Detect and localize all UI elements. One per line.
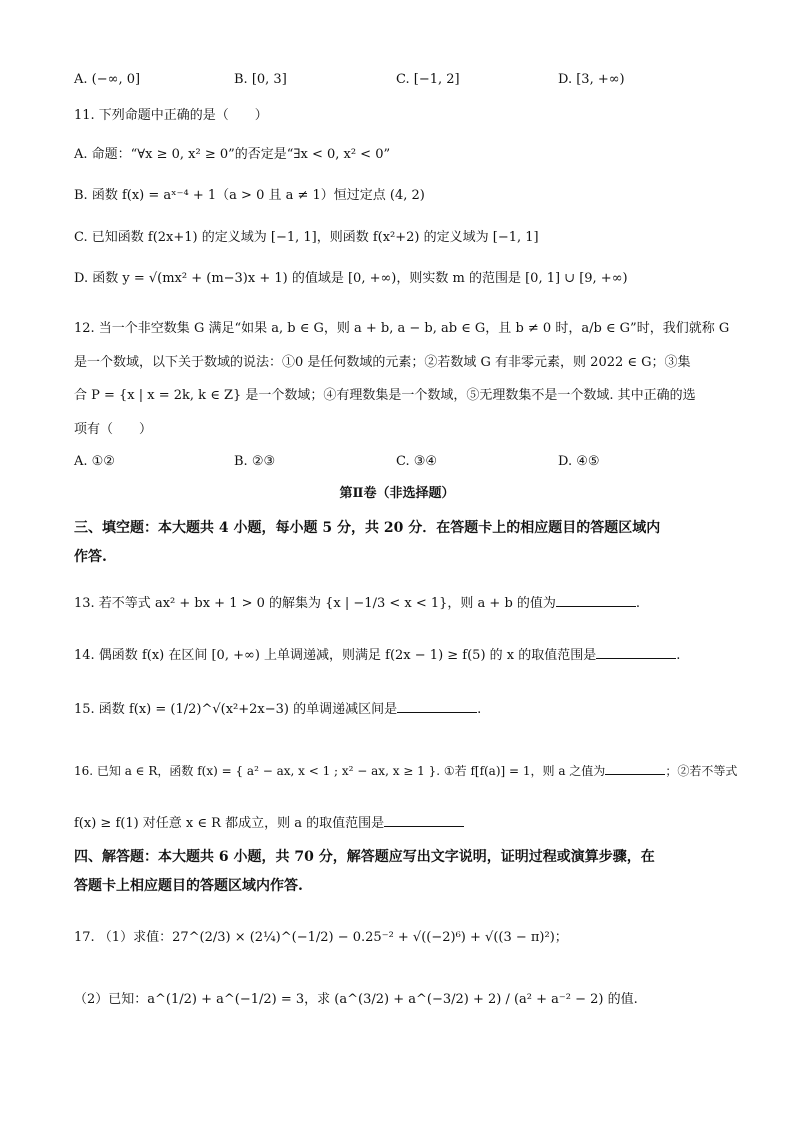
q14-end: .	[676, 648, 681, 663]
q13	[74, 592, 640, 614]
q10-option-d: D. [3, +∞)	[558, 72, 625, 87]
q12-line-3: 合 P = {x | x = 2k, k ∈ Z} 是一个数域；④有理数集是一个数域，⑤无理数集不是一个数域. 其中正确的选	[74, 388, 696, 403]
q12-option-c: C. ③④	[396, 454, 438, 469]
q13-answer-blank	[556, 592, 636, 607]
q12-option-d: D. ④⑤	[558, 454, 600, 469]
q11-option-a: A. 命题：“∀x ≥ 0, x² ≥ 0”的否定是“∃x < 0, x² < 0”	[74, 147, 391, 162]
q15	[74, 698, 481, 720]
q15-end: .	[477, 702, 482, 717]
section-3-heading-line-1: 三、填空题：本大题共 4 小题，每小题 5 分，共 20 分．在答题卡上的相应题目的答题区域内	[74, 520, 661, 536]
q10-option-a: A. (−∞, 0]	[74, 72, 141, 87]
section-4-heading-line-2: 答题卡上相应题目的答题区域内作答.	[74, 878, 303, 894]
q11-stem: 11. 下列命题中正确的是（ ）	[74, 108, 268, 123]
q12-line-4: 项有（ ）	[74, 422, 153, 437]
q15-answer-blank	[397, 698, 477, 713]
q16-line-1	[74, 760, 737, 781]
q11-option-d: D. 函数 y = √(mx² + (m−3)x + 1) 的值域是 [0, +∞)，则实数 m 的范围是 [0, 1] ∪ [9, +∞)	[74, 271, 628, 286]
q14-text: 14. 偶函数 f(x) 在区间 [0, +∞) 上单调递减，则满足 f(2x − 1) ≥ f(5) 的 x 的取值范围是	[74, 648, 597, 663]
q16-line-1-text: 16. 已知 a ∈ R，函数 f(x) = { a² − ax, x < 1 ; x² − ax, x ≥ 1 }. ①若 f[f(a)] = 1，则 a 之值为	[74, 764, 606, 778]
q17-part-1: 17. （1）求值：27^(2/3) × (2¼)^(−1/2) − 0.25⁻² + √((−2)⁶) + √((3 − π)²)；	[74, 930, 568, 945]
q15-text: 15. 函数 f(x) = (1/2)^√(x²+2x−3) 的单调递减区间是	[74, 702, 398, 717]
q11-option-c: C. 已知函数 f(2x+1) 的定义域为 [−1, 1]，则函数 f(x²+2) 的定义域为 [−1, 1]	[74, 230, 539, 245]
section-2-title: 第Ⅱ卷（非选择题）	[339, 486, 455, 501]
q11-option-b: B. 函数 f(x) = aˣ⁻⁴ + 1（a > 0 且 a ≠ 1）恒过定点 (4, 2)	[74, 188, 425, 203]
q16-line-2-text: f(x) ≥ f(1) 对任意 x ∈ R 都成立，则 a 的取值范围是	[74, 816, 385, 831]
q16-answer-blank-2	[384, 812, 464, 827]
q14-answer-blank	[596, 644, 676, 659]
q12-option-b: B. ②③	[234, 454, 276, 469]
q16-line-2	[74, 812, 464, 834]
q12-line-1: 12. 当一个非空数集 G 满足“如果 a, b ∈ G，则 a + b, a − b, ab ∈ G，且 b ≠ 0 时，a/b ∈ G”时，我们就称 G	[74, 321, 730, 336]
q12-line-2: 是一个数域，以下关于数域的说法：①0 是任何数域的元素；②若数域 G 有非零元素，则 2022 ∈ G；③集	[74, 355, 691, 370]
q10-option-c: C. [−1, 2]	[396, 72, 460, 87]
q13-end: .	[635, 596, 641, 611]
q10-option-b: B. [0, 3]	[234, 72, 287, 87]
q14	[74, 644, 680, 666]
q12-option-a: A. ①②	[74, 454, 115, 469]
section-3-heading-line-2: 作答.	[74, 549, 107, 565]
q16-answer-blank-1	[605, 760, 665, 775]
q17-part-2: （2）已知：a^(1/2) + a^(−1/2) = 3，求 (a^(3/2) + a^(−3/2) + 2) / (a² + a⁻² − 2) 的值.	[74, 992, 638, 1007]
section-4-heading-line-1: 四、解答题：本大题共 6 小题，共 70 分，解答题应写出文字说明，证明过程或演算步骤，在	[74, 849, 655, 865]
q13-text: 13. 若不等式 ax² + bx + 1 > 0 的解集为 {x | −1/3 < x < 1}，则 a + b 的值为	[74, 596, 556, 611]
q16-line-1-tail: ；②若不等式	[665, 764, 738, 778]
